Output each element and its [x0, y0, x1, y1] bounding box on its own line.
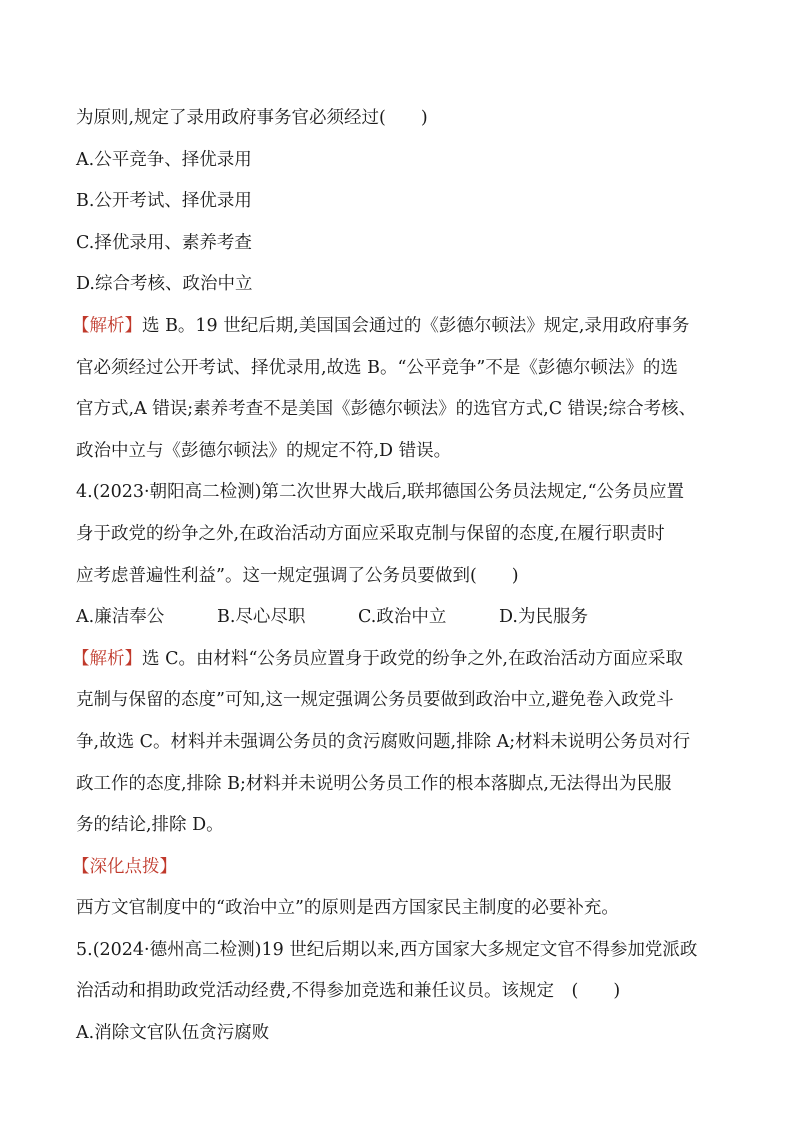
- q4-option-a: A.廉洁奉公: [76, 607, 165, 628]
- deepen-tag: [72, 847, 726, 889]
- document-page: [72, 98, 726, 1055]
- q3-analysis-line-1: [72, 306, 726, 348]
- q4-analysis-line-1: [72, 639, 726, 681]
- q4-analysis-line-5: 务的结论,排除 D。: [76, 815, 224, 836]
- deepen-tag-text: 【深化点拨】: [72, 856, 177, 877]
- q3-stem: 为原则,规定了录用政府事务官必须经过( ): [76, 108, 428, 128]
- analysis-tag: 【解析】: [72, 648, 142, 669]
- q3-analysis-line-2: 官必须经过公开考试、择优录用,故选 B。“公平竞争”不是《彭德尔顿法》的选: [76, 357, 678, 378]
- q4-analysis-line-4: 政工作的态度,排除 B;材料并未说明公务员工作的根本落脚点,无法得出为民服: [76, 773, 672, 794]
- q4-options: [76, 597, 726, 639]
- q5-stem-line-2: 治活动和捐助政党活动经费,不得参加竞选和兼任议员。该规定 ( ): [76, 981, 621, 1002]
- deepen-text: 西方文官制度中的“政治中立”的原则是西方国家民主制度的必要补充。: [76, 898, 619, 919]
- q4-stem-line-3: 应考虑普遍性利益”。这一规定强调了公务员要做到( ): [76, 565, 519, 586]
- q4-analysis-line-2: 克制与保留的态度”可知,这一规定强调公务员要做到政治中立,避免卷入政党斗: [76, 690, 674, 711]
- q4-analysis-text: 选 C。由材料“公务员应置身于政党的纷争之外,在政治活动方面应采取: [142, 648, 683, 669]
- analysis-tag: 【解析】: [72, 315, 142, 336]
- q4-option-d: D.为民服务: [499, 607, 588, 628]
- q4-stem-line-2: 身于政党的纷争之外,在政治活动方面应采取克制与保留的态度,在履行职责时: [76, 523, 665, 544]
- q3-analysis-line-4: 政治中立与《彭德尔顿法》的规定不符,D 错误。: [76, 440, 452, 461]
- q4-analysis-line-3: 争,故选 C。材料并未强调公务员的贪污腐败问题,排除 A;材料未说明公务员对行: [76, 731, 691, 752]
- q3-option-c: C.择优录用、素养考查: [76, 232, 252, 253]
- q4-option-c: C.政治中立: [358, 607, 447, 628]
- q3-option-b: B.公开考试、择优录用: [76, 191, 252, 212]
- q3-analysis-line-3: 官方式,A 错误;素养考查不是美国《彭德尔顿法》的选官方式,C 错误;综合考核、: [76, 399, 697, 420]
- q3-option-d: D.综合考核、政治中立: [76, 274, 253, 295]
- q4-stem-line-1: 4.(2023·朝阳高二检测)第二次世界大战后,联邦德国公务员法规定,“公务员应置: [76, 482, 685, 503]
- q5-option-a: A.消除文官队伍贪污腐败: [76, 1023, 270, 1044]
- q5-stem-line-1: 5.(2024·德州高二检测)19 世纪后期以来,西方国家大多规定文官不得参加党派政: [76, 939, 698, 960]
- q4-option-b: B.尽心尽职: [217, 607, 306, 628]
- q3-analysis-text: 选 B。19 世纪后期,美国国会通过的《彭德尔顿法》规定,录用政府事务: [142, 315, 690, 336]
- q3-option-a: A.公平竞争、择优录用: [76, 149, 252, 170]
